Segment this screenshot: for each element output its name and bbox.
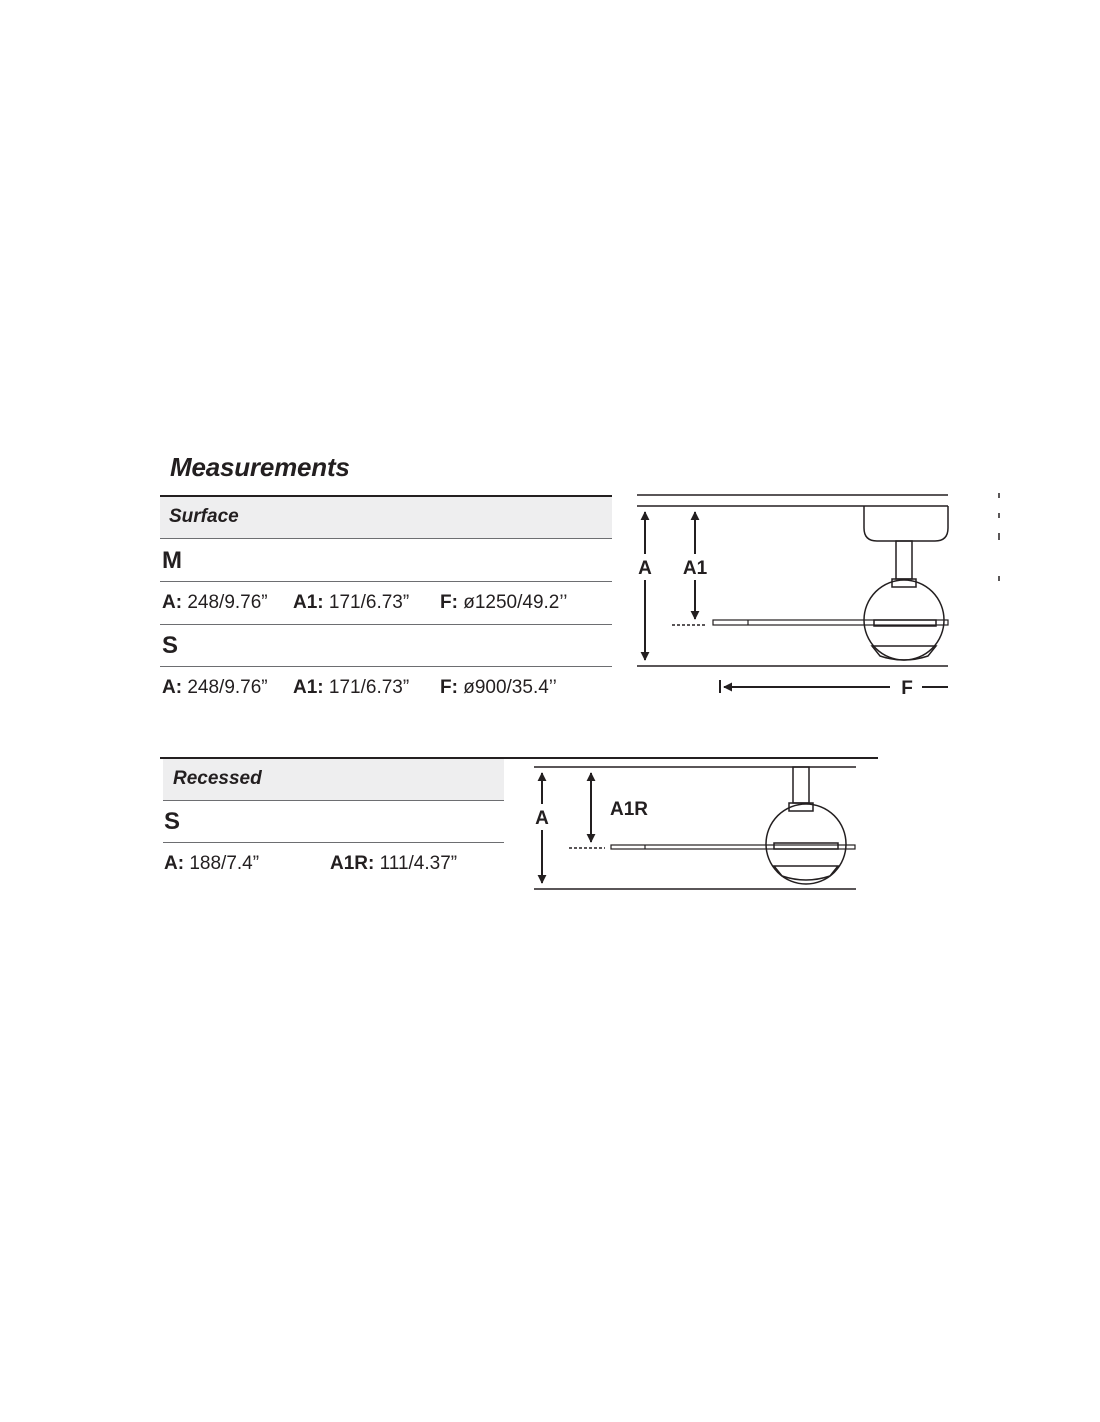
spec-value: 171/6.73” bbox=[328, 677, 410, 698]
spec-value: 188/7.4” bbox=[189, 853, 260, 874]
spec-value: 111/4.37” bbox=[379, 853, 458, 874]
surface-label-a1: A1 bbox=[682, 558, 708, 579]
surface-size-s: S bbox=[162, 632, 179, 659]
spec-label: A1: bbox=[293, 592, 324, 613]
spec-value: 248/9.76” bbox=[187, 592, 268, 613]
surface-size-m: M bbox=[162, 547, 182, 574]
page-title: Measurements bbox=[170, 452, 350, 482]
spec-value: 171/6.73” bbox=[328, 592, 410, 613]
surface-label-f: F bbox=[901, 678, 913, 699]
recessed-label-a: A bbox=[535, 808, 549, 829]
spec-label: A: bbox=[164, 853, 185, 874]
recessed-size-s: S bbox=[164, 808, 181, 835]
spec-label: A1R: bbox=[330, 853, 375, 874]
spec-label: A: bbox=[162, 592, 183, 613]
surface-fan-diagram bbox=[637, 493, 999, 693]
spec-label: A1: bbox=[293, 677, 324, 698]
recessed-header-label: Recessed bbox=[173, 768, 262, 789]
surface-label-a: A bbox=[638, 558, 652, 579]
spec-label: F: bbox=[440, 592, 458, 613]
recessed-label-a1r: A1R bbox=[610, 799, 649, 820]
spec-value: ø1250/49.2’’ bbox=[463, 592, 568, 613]
spec-value: ø900/35.4’’ bbox=[463, 677, 557, 698]
surface-header-label: Surface bbox=[169, 506, 239, 527]
spec-value: 248/9.76” bbox=[187, 677, 268, 698]
recessed-fan-diagram bbox=[534, 767, 856, 889]
spec-label: F: bbox=[440, 677, 458, 698]
spec-label: A: bbox=[162, 677, 183, 698]
